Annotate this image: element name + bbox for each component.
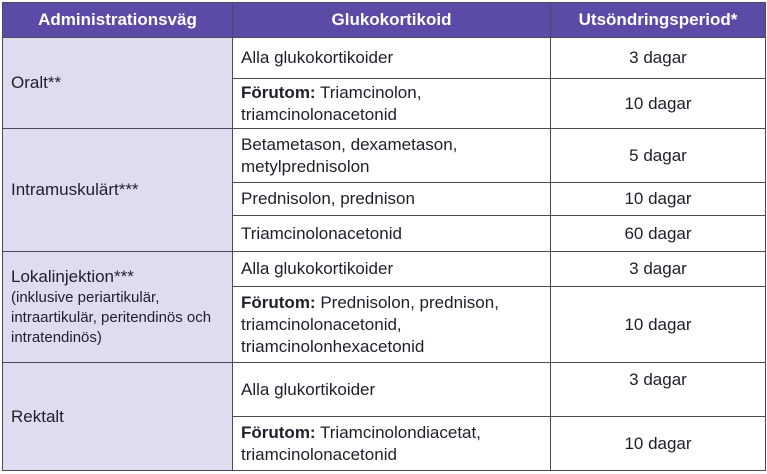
route-intramuscular: Intramuskulärt*** — [3, 129, 233, 252]
drug-cell: Prednisolon, prednison — [233, 183, 551, 216]
period-cell: 10 dagar — [551, 287, 766, 363]
exception-label: Förutom: — [241, 422, 316, 442]
drug-cell: Alla glukokortikoider — [233, 38, 551, 79]
drug-cell: Alla glukokortikoider — [233, 252, 551, 287]
route-local-label: Lokalinjektion*** — [11, 267, 134, 286]
exception-label: Förutom: — [241, 82, 316, 102]
table-row — [3, 38, 766, 79]
drug-exception: Triamcinolon, triamcinolonacetonid — [241, 82, 422, 124]
period-cell: 3 dagar — [551, 363, 766, 417]
table-row — [3, 129, 766, 183]
period-cell: 3 dagar — [551, 38, 766, 79]
period-cell: 5 dagar — [551, 129, 766, 183]
drug-exception: Prednisolon, prednison, triamcinolonacetonid, triamcinolonhexacetonid — [241, 292, 499, 356]
header-row — [3, 3, 766, 38]
withdrawal-period-table — [2, 2, 766, 471]
route-local-injection — [3, 252, 233, 363]
drug-cell: Alla glukortikoider — [233, 363, 551, 417]
table-row — [3, 252, 766, 287]
exception-label: Förutom: — [241, 292, 316, 312]
drug-cell — [233, 79, 551, 129]
period-cell: 10 dagar — [551, 417, 766, 471]
route-oral: Oralt** — [3, 38, 233, 129]
drug-cell — [233, 417, 551, 471]
drug-cell: Triamcinolonacetonid — [233, 216, 551, 252]
drug-cell: Betametason, dexametason, metylprednisolon — [233, 129, 551, 183]
period-cell: 3 dagar — [551, 252, 766, 287]
period-cell: 60 dagar — [551, 216, 766, 252]
header-period: Utsöndringsperiod* — [551, 3, 766, 38]
header-route: Administrationsväg — [3, 3, 233, 38]
period-cell: 10 dagar — [551, 183, 766, 216]
table-row — [3, 363, 766, 417]
period-cell: 10 dagar — [551, 79, 766, 129]
drug-exception: Triamcinolondiacetat, triamcinolonacetonid — [241, 422, 481, 464]
route-rectal: Rektalt — [3, 363, 233, 471]
route-local-note: (inklusive periartikulär, intraartikulär, peritendinös och intratendinös) — [11, 289, 212, 346]
drug-cell — [233, 287, 551, 363]
header-glucocorticoid: Glukokortikoid — [233, 3, 551, 38]
